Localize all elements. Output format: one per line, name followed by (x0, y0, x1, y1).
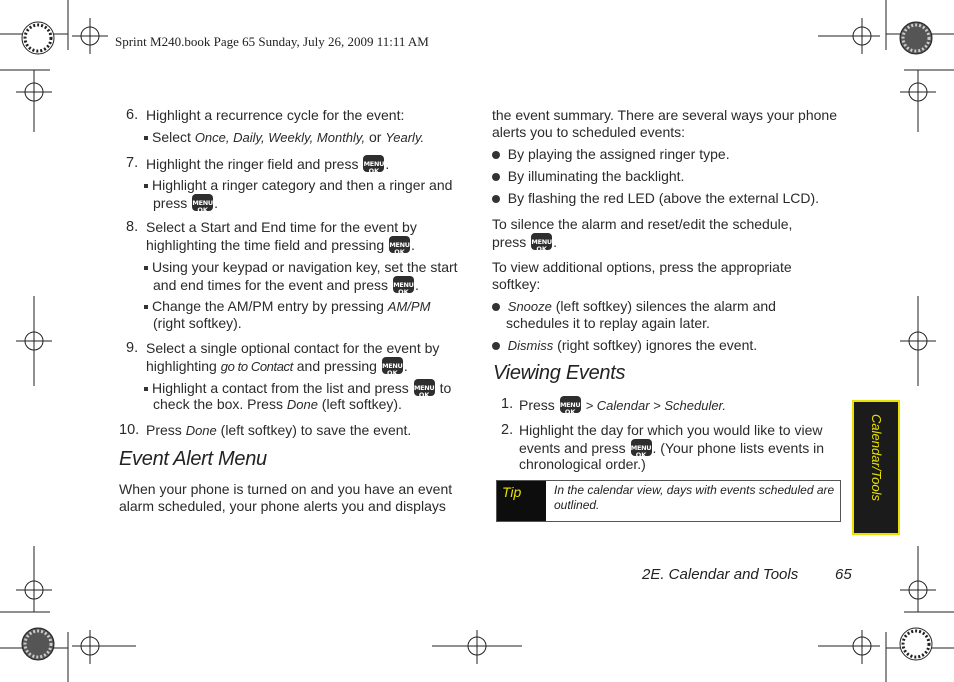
snooze-bullet-line-1: Snooze (left softkey) silences the alarm and (492, 298, 776, 315)
step-8-text-1: Select a Start and End time for the event by (146, 219, 417, 235)
step-7-sub-2: press MENU OK . (153, 194, 218, 212)
dismiss-bullet: Dismiss (right softkey) ignores the event. (492, 337, 757, 354)
view-step-2-line-2: events and press MENU OK . (Your phone lists events in (519, 439, 824, 457)
tip-text: In the calendar view, days with events scheduled are outlined. (554, 483, 835, 512)
step-8-sub-a-1: Using your keypad or navigation key, set the start (144, 259, 458, 276)
step-9-text-1: Select a single optional contact for the event by (146, 340, 440, 356)
step-8-sub-b-1: Change the AM/PM entry by pressing AM/PM (144, 298, 430, 315)
menu-ok-key-icon (389, 236, 410, 253)
step-9-sub-1: Highlight a contact from the list and press MENU OK to (144, 379, 451, 397)
tip-box (496, 480, 841, 522)
view-step-1-number: 1. (501, 396, 514, 412)
bullet-square-icon (144, 136, 148, 140)
bullet-square-icon (144, 387, 148, 391)
event-alert-para-line-2: alarm scheduled, your phone alerts you and displays (119, 498, 446, 514)
tip-label: Tip (502, 484, 522, 500)
options-para-line-2: softkey: (492, 276, 541, 292)
step-6-number: 6. (126, 107, 139, 123)
chapter-side-tab-label: Calendar/Tools (869, 414, 884, 501)
menu-ok-key-icon (192, 194, 213, 211)
menu-ok-key-icon (560, 396, 581, 413)
chapter-side-tab (852, 400, 900, 535)
step-7-text: Highlight the ringer field and press MENU OK . (146, 155, 389, 173)
step-8-sub-b-2: (right softkey). (153, 315, 242, 331)
print-header: Sprint M240.book Page 65 Sunday, July 26, 2009 11:11 AM (115, 34, 429, 49)
alert-bullet-2: By illuminating the backlight. (492, 168, 684, 185)
view-step-1-text: Press MENU OK > Calendar > Scheduler. (519, 396, 726, 414)
menu-ok-key-icon (382, 357, 403, 374)
continued-para-line-2: alerts you to scheduled events: (492, 124, 686, 140)
step-8-sub-a-2: and end times for the event and press MENU OK . (153, 276, 419, 294)
bullet-square-icon (144, 266, 148, 270)
step-6-text: Highlight a recurrence cycle for the event: (146, 107, 405, 123)
options-para-line-1: To view additional options, press the appropriate (492, 259, 792, 275)
step-6-sub: Select Once, Daily, Weekly, Monthly, or Yearly. (144, 129, 424, 146)
section-title-event-alert-menu: Event Alert Menu (119, 448, 267, 470)
event-alert-para-line-1: When your phone is turned on and you have an event (119, 481, 453, 497)
bullet-square-icon (144, 184, 148, 188)
step-7-sub-1: Highlight a ringer category and then a ringer and (144, 177, 452, 194)
snooze-bullet-line-2: schedules it to replay again later. (506, 315, 710, 331)
bullet-dot-icon (492, 151, 500, 159)
silence-para-line-1: To silence the alarm and reset/edit the schedule, (492, 216, 793, 232)
silence-para-line-2: press MENU OK . (492, 233, 557, 251)
bullet-dot-icon (492, 173, 500, 181)
step-9-number: 9. (126, 340, 139, 356)
view-step-2-line-1: Highlight the day for which you would like to view (519, 422, 823, 438)
section-title-viewing-events: Viewing Events (493, 362, 626, 384)
menu-ok-key-icon (531, 233, 552, 250)
bullet-dot-icon (492, 195, 500, 203)
step-10-number: 10. (119, 422, 140, 438)
step-7-number: 7. (126, 155, 139, 171)
menu-ok-key-icon (414, 379, 435, 396)
bullet-square-icon (144, 305, 148, 309)
menu-ok-key-icon (631, 439, 652, 456)
menu-ok-key-icon (393, 276, 414, 293)
tip-label-bar (497, 481, 546, 521)
view-step-2-number: 2. (501, 422, 514, 438)
footer-section: 2E. Calendar and Tools (642, 566, 799, 583)
step-8-text-2: highlighting the time field and pressing MENU OK . (146, 236, 415, 254)
alert-bullet-1: By playing the assigned ringer type. (492, 146, 730, 163)
bullet-dot-icon (492, 303, 500, 311)
view-step-2-line-3: chronological order.) (519, 456, 646, 472)
step-8-number: 8. (126, 219, 139, 235)
menu-ok-key-icon (363, 155, 384, 172)
step-9-text-2: highlighting go to Contact and pressing MENU OK . (146, 357, 408, 375)
step-9-sub-2: check the box. Press Done (left softkey). (153, 396, 402, 412)
footer-page-number: 65 (835, 566, 852, 583)
step-10-text: Press Done (left softkey) to save the event. (146, 422, 412, 438)
alert-bullet-3: By flashing the red LED (above the external LCD). (492, 190, 819, 207)
continued-para-line-1: the event summary. There are several ways your phone (492, 107, 837, 123)
bullet-dot-icon (492, 342, 500, 350)
